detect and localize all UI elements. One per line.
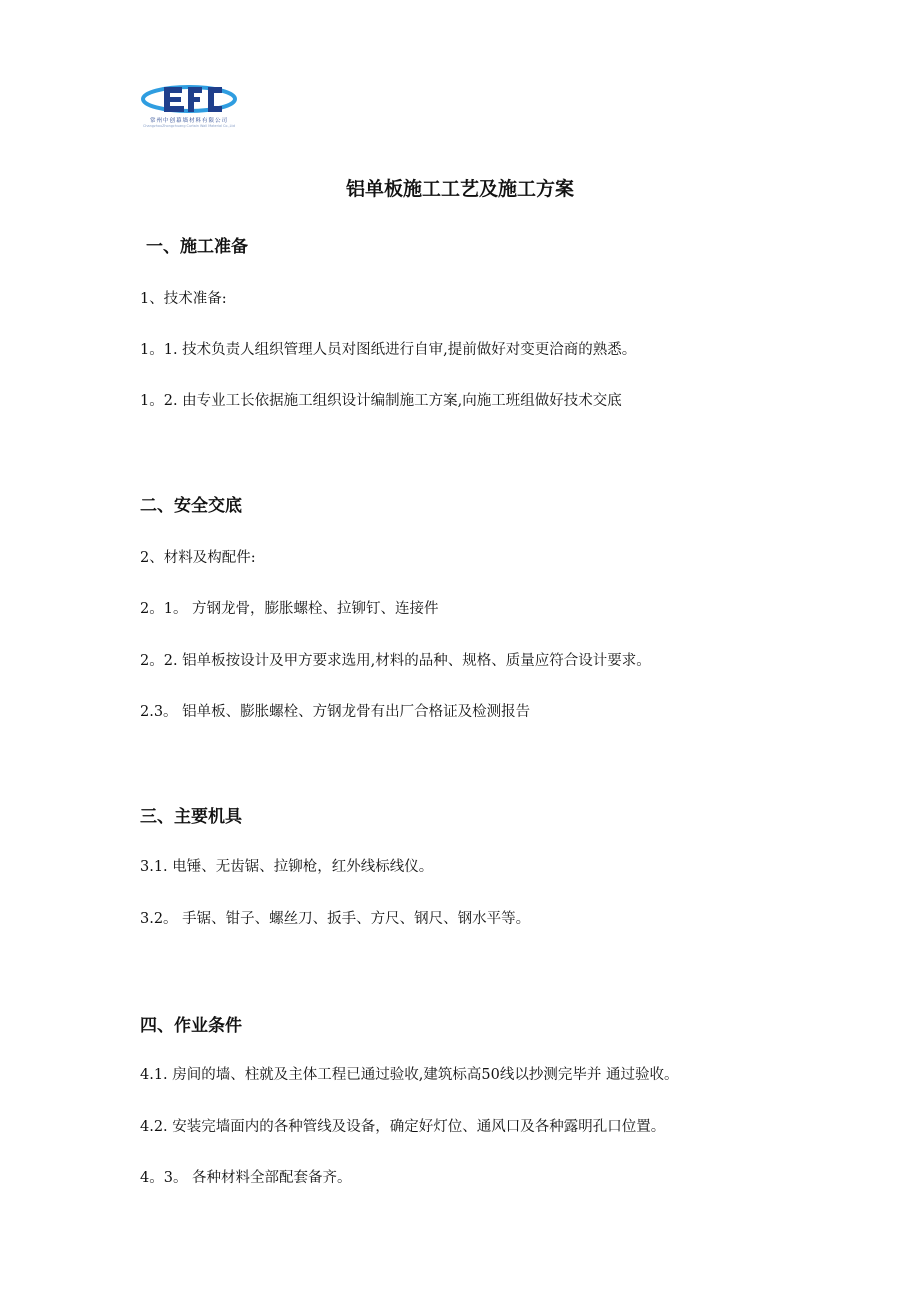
- paragraph: 2.3。 铝单板、膨胀螺栓、方钢龙骨有出厂合格证及检测报告: [140, 704, 531, 720]
- section-heading: 一、施工准备: [146, 237, 248, 257]
- paragraph: 1、技术准备:: [140, 291, 227, 307]
- company-logo: [138, 80, 240, 132]
- document-title: 铝单板施工工艺及施工方案: [345, 178, 574, 200]
- paragraph: 2。1。 方钢龙骨，膨胀螺栓、拉铆钉、连接件: [140, 601, 439, 617]
- logo-company-name: 常州中创幕墙材料有限公司: [149, 118, 228, 124]
- paragraph: 4.2. 安装完墙面内的各种管线及设备，确定好灯位、通风口及各种露明孔口位置。: [140, 1119, 666, 1135]
- paragraph: 1。2. 由专业工长依据施工组织设计编制施工方案,向施工班组做好技术交底: [140, 393, 622, 409]
- paragraph: 2。2. 铝单板按设计及甲方要求选用,材料的品种、规格、质量应符合设计要求。: [140, 653, 651, 669]
- paragraph: 3.2。 手锯、钳子、螺丝刀、扳手、方尺、钢尺、钢水平等。: [140, 911, 531, 927]
- paragraph: 1。1. 技术负责人组织管理人员对图纸进行自审,提前做好对变更洽商的熟悉。: [140, 342, 637, 358]
- section-heading: 二、安全交底: [140, 496, 242, 516]
- paragraph: 4。3。 各种材料全部配套备齐。: [140, 1170, 352, 1186]
- logo-mark: [138, 80, 240, 118]
- section-heading: 三、主要机具: [140, 807, 242, 827]
- paragraph: 2、材料及构配件:: [140, 550, 256, 566]
- section-heading: 四、作业条件: [140, 1016, 242, 1036]
- logo-company-name-en: ChangzhouZhongchuang Curtain Wall Material Co.,Ltd: [143, 124, 235, 128]
- paragraph: 3.1. 电锤、无齿锯、拉铆枪，红外线标线仪。: [140, 859, 434, 875]
- paragraph: 4.1. 房间的墙、柱就及主体工程已通过验收,建筑标高50线以抄测完毕并 通过验收。: [140, 1067, 679, 1083]
